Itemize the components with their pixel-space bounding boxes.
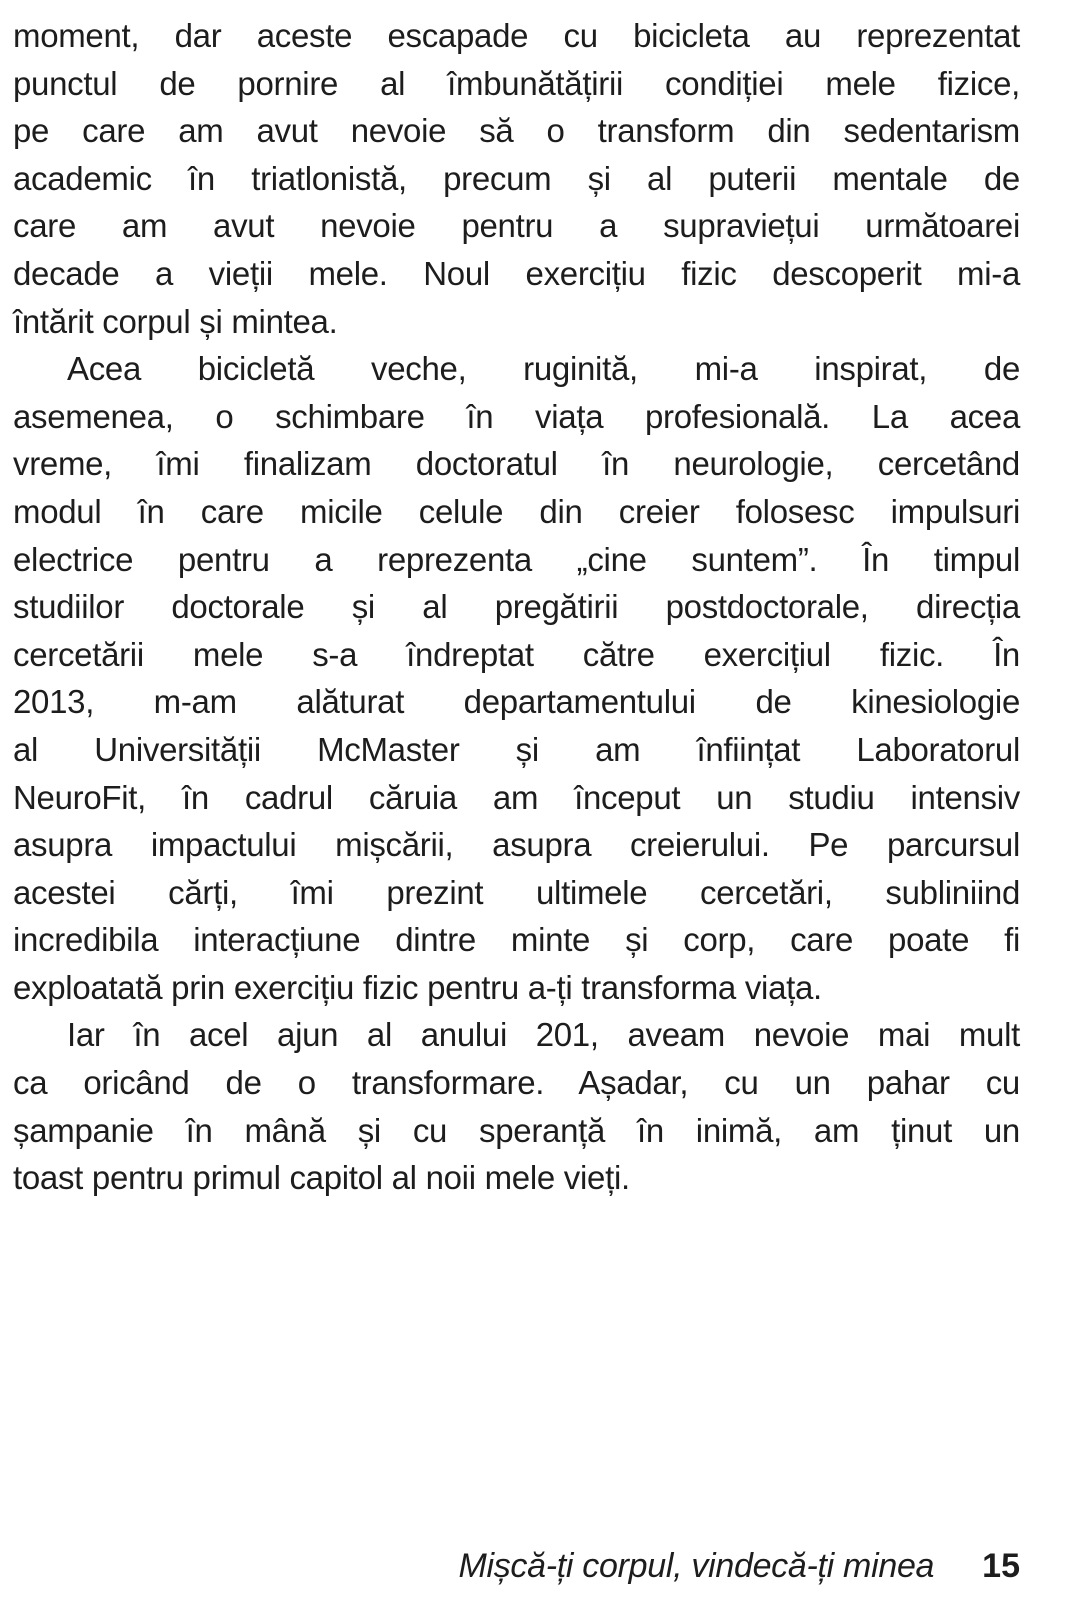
text-line: Iar în acel ajun al anului 201, aveam nevoie mai mult (67, 1016, 1020, 1054)
text-line: vreme, îmi finalizam doctoratul în neurologie, cercetând (13, 445, 1020, 483)
page-number: 15 (982, 1547, 1020, 1585)
text-line: exploatată prin exercițiu fizic pentru a-ți transforma viața. (13, 968, 822, 1006)
text-line: modul în care micile celule din creier folosesc impulsuri (13, 492, 1020, 530)
text-line: NeuroFit, în cadrul căruia am început un studiu intensiv (13, 778, 1020, 816)
text-line: toast pentru primul capitol al noii mele vieți. (13, 1159, 630, 1197)
text-line: întărit corpul și mintea. (13, 302, 338, 340)
text-line: Acea bicicletă veche, ruginită, mi-a inspirat, de (67, 350, 1020, 388)
page-footer (458, 1547, 1020, 1586)
text-line: academic în triatlonistă, precum și al puterii mentale de (13, 159, 1020, 197)
text-line: ca oricând de o transformare. Așadar, cu un pahar cu (13, 1064, 1020, 1102)
text-line: acestei cărți, îmi prezint ultimele cercetări, subliniind (13, 873, 1020, 911)
text-line: punctul de pornire al îmbunătățirii condiției mele fizice, (13, 64, 1020, 102)
text-line: șampanie în mână și cu speranță în inimă, am ținut un (13, 1111, 1020, 1149)
text-line: decade a vieții mele. Noul exercițiu fizic descoperit mi-a (13, 254, 1020, 292)
text-line: studiilor doctorale și al pregătirii postdoctorale, direcția (13, 588, 1020, 626)
body-text (13, 12, 1020, 1202)
text-line: care am avut nevoie pentru a supraviețui următoarei (13, 207, 1020, 245)
running-footer-book-title: Mișcă-ți corpul, vindecă-ți minea (458, 1547, 935, 1585)
text-line: electrice pentru a reprezenta „cine suntem”. În timpul (13, 540, 1020, 578)
text-line: asupra impactului mișcării, asupra creierului. Pe parcursul (13, 826, 1020, 864)
text-line: pe care am avut nevoie să o transform din sedentarism (13, 112, 1020, 150)
text-line: incredibila interacțiune dintre minte și corp, care poate fi (13, 921, 1020, 959)
text-line: 2013, m-am alăturat departamentului de kinesiologie (13, 683, 1020, 721)
text-line: cercetării mele s-a îndreptat către exercițiul fizic. În (13, 635, 1020, 673)
text-line: al Universității McMaster și am înființat Laboratorul (13, 730, 1020, 768)
text-line: asemenea, o schimbare în viața profesională. La acea (13, 397, 1020, 435)
text-line: moment, dar aceste escapade cu bicicleta au reprezentat (13, 17, 1020, 54)
